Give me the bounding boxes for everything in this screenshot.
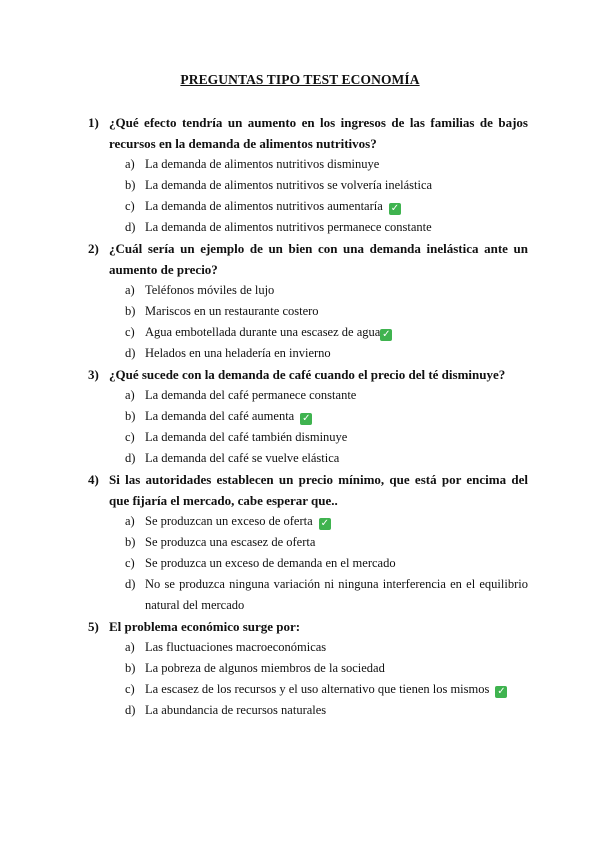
option-letter: b) — [125, 535, 136, 549]
option-text: Se produzca una escasez de oferta — [145, 535, 316, 549]
option-d — [88, 217, 528, 238]
option-letter: a) — [125, 157, 135, 171]
option-b — [88, 658, 528, 679]
option-letter: a) — [125, 514, 135, 528]
option-c — [88, 679, 528, 700]
option-c — [88, 196, 528, 217]
question-prompt: El problema económico surge por: — [109, 619, 301, 634]
option-d — [88, 574, 528, 616]
option-letter: c) — [125, 556, 135, 570]
option-letter: d) — [125, 703, 136, 717]
question-text — [88, 469, 528, 511]
option-c — [88, 322, 528, 343]
question-2 — [88, 238, 528, 364]
question-prompt: ¿Cuál sería un ejemplo de un bien con una demanda inelástica ante un aumento de precio? — [109, 241, 528, 277]
question-text — [88, 112, 528, 154]
question-prompt: ¿Qué sucede con la demanda de café cuando el precio del té disminuye? — [109, 367, 506, 382]
option-a — [88, 637, 528, 658]
option-c — [88, 553, 528, 574]
option-text: La demanda del café permanece constante — [145, 388, 357, 402]
option-text: La demanda de alimentos nutritivos disminuye — [145, 157, 380, 171]
option-b — [88, 532, 528, 553]
option-text: La demanda de alimentos nutritivos aumentaría — [145, 199, 383, 213]
option-text: Se produzcan un exceso de oferta — [145, 514, 313, 528]
option-a — [88, 511, 528, 532]
option-text: No se produzca ninguna variación ni ninguna interferencia en el equilibrio natural del mercado — [145, 577, 528, 612]
option-text: La demanda de alimentos nutritivos permanece constante — [145, 220, 432, 234]
option-letter: d) — [125, 451, 136, 465]
option-letter: c) — [125, 199, 135, 213]
question-3 — [88, 364, 528, 469]
option-letter: b) — [125, 409, 136, 423]
question-prompt: ¿Qué efecto tendría un aumento en los ingresos de las familias de bajos recursos en la demanda de alimentos nutritivos? — [109, 115, 528, 151]
question-4 — [88, 469, 528, 616]
option-a — [88, 385, 528, 406]
question-number: 4) — [88, 472, 99, 487]
question-number: 5) — [88, 619, 99, 634]
option-text: La pobreza de algunos miembros de la sociedad — [145, 661, 385, 675]
question-text — [88, 616, 528, 637]
option-text: Agua embotellada durante una escasez de agua — [145, 325, 381, 339]
question-prompt: Si las autoridades establecen un precio mínimo, que está por encima del que fijaría el mercado, cabe esperar que.. — [109, 472, 528, 508]
option-a — [88, 280, 528, 301]
question-text — [88, 238, 528, 280]
option-b — [88, 175, 528, 196]
page-title: PREGUNTAS TIPO TEST ECONOMÍA — [180, 72, 420, 87]
option-text: Se produzca un exceso de demanda en el mercado — [145, 556, 396, 570]
check-mark-icon: ✓ — [497, 686, 506, 697]
option-letter: b) — [125, 304, 136, 318]
check-mark-icon: ✓ — [390, 203, 400, 214]
question-number: 1) — [88, 115, 99, 130]
option-text: Helados en una heladería en invierno — [145, 346, 331, 360]
option-letter: a) — [125, 640, 135, 654]
question-5 — [88, 616, 528, 721]
question-list — [88, 112, 528, 721]
option-letter: d) — [125, 220, 136, 234]
option-b — [88, 301, 528, 322]
option-letter: a) — [125, 388, 135, 402]
option-c — [88, 427, 528, 448]
option-text: La demanda del café se vuelve elástica — [145, 451, 340, 465]
question-number: 2) — [88, 241, 99, 256]
option-text: La demanda del café aumenta — [145, 409, 295, 423]
option-text: Las fluctuaciones macroeconómicas — [145, 640, 327, 654]
option-d — [88, 448, 528, 469]
option-text: La demanda del café también disminuye — [145, 430, 348, 444]
option-letter: b) — [125, 178, 136, 192]
option-text: Teléfonos móviles de lujo — [145, 283, 275, 297]
option-letter: c) — [125, 325, 135, 339]
question-number: 3) — [88, 367, 99, 382]
option-letter: a) — [125, 283, 135, 297]
option-letter: c) — [125, 682, 135, 696]
question-text — [88, 364, 528, 385]
option-letter: b) — [125, 661, 136, 675]
option-letter: c) — [125, 430, 135, 444]
option-d — [88, 343, 528, 364]
check-mark-icon: ✓ — [302, 413, 311, 424]
question-1 — [88, 112, 528, 238]
option-text: La escasez de los recursos y el uso alternativo que tienen los mismos — [145, 682, 490, 696]
option-a — [88, 154, 528, 175]
option-text: La abundancia de recursos naturales — [145, 703, 327, 717]
option-d — [88, 700, 528, 721]
option-text: Mariscos en un restaurante costero — [145, 304, 319, 318]
check-mark-icon: ✓ — [320, 518, 329, 529]
check-mark-icon: ✓ — [382, 329, 391, 340]
option-text: La demanda de alimentos nutritivos se volvería inelástica — [145, 178, 433, 192]
option-letter: d) — [125, 577, 136, 591]
option-b — [88, 406, 528, 427]
option-letter: d) — [125, 346, 136, 360]
